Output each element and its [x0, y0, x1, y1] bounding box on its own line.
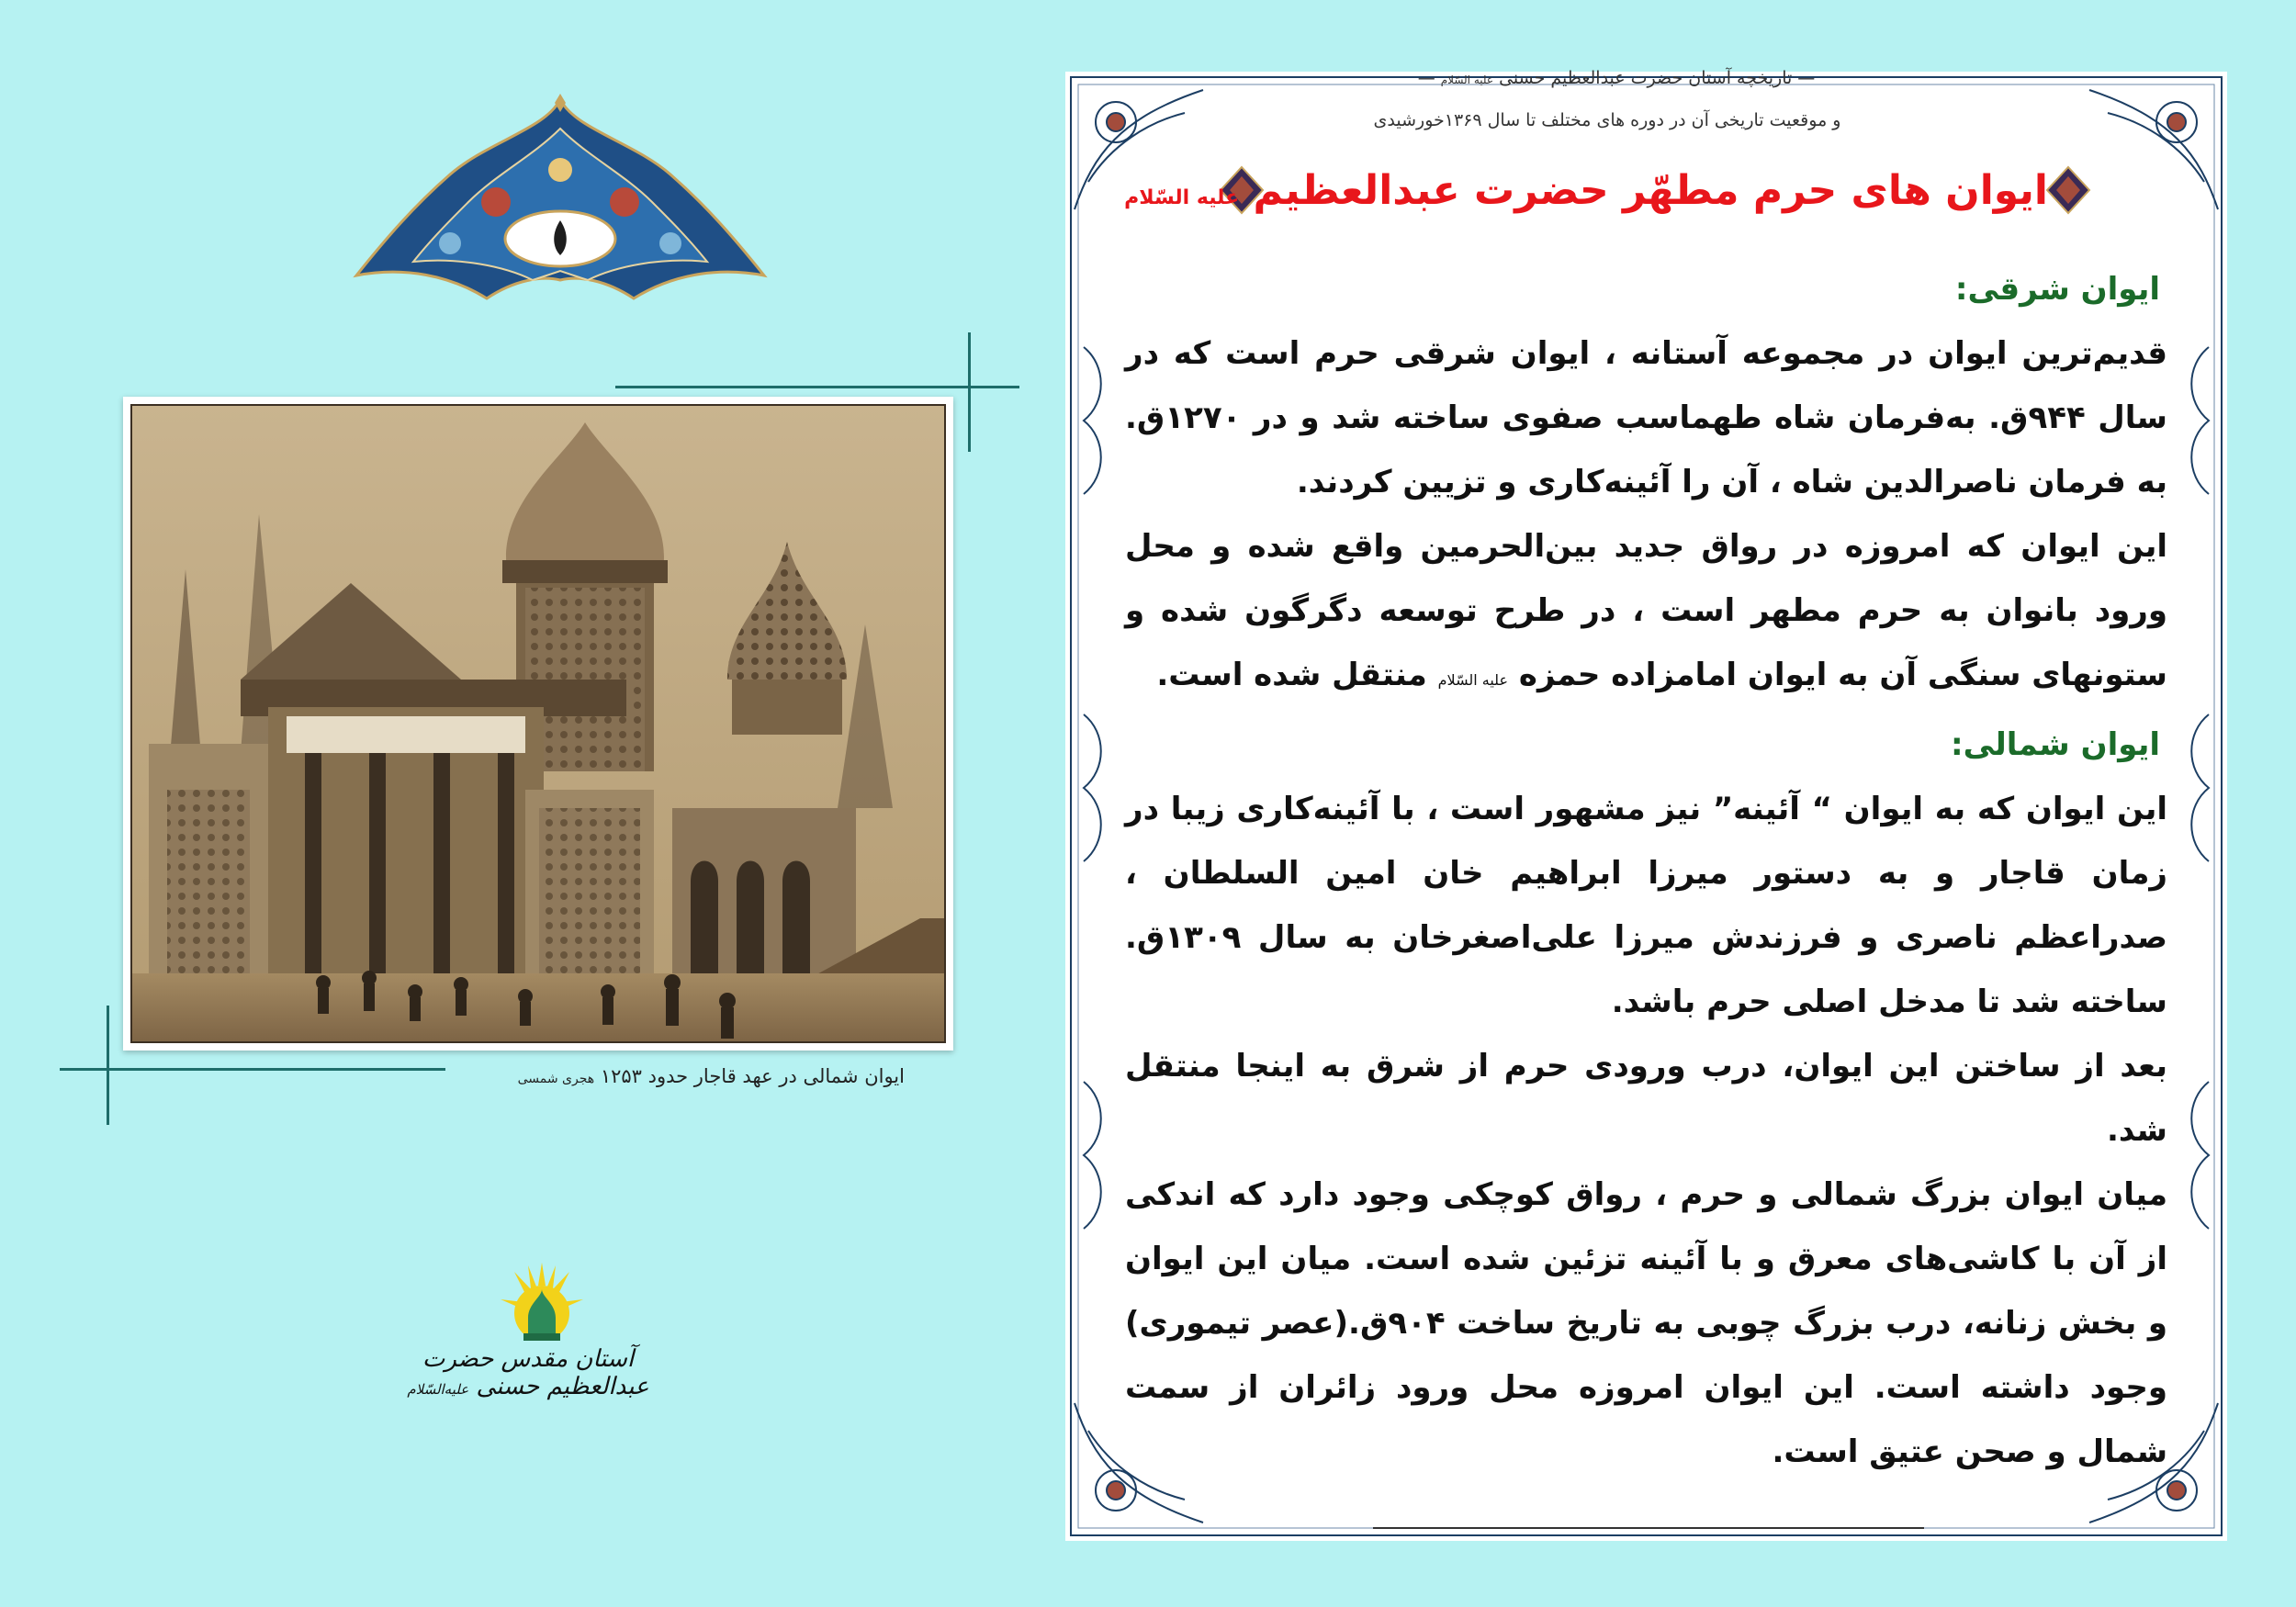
north-iwan-heading: ایوان شمالی: — [1950, 726, 2160, 763]
logo-text-honorific: علیه‌السّلام — [407, 1381, 469, 1398]
north-iwan-paragraph-1: این ایوان که به ایوان “ آئینه” نیز مشهور است ، با آئینه‌کاری زیبا در زمان قاجار و به دستور میرزا ابراهیم خان امین السلطان ، صدراعظم ناصری و فرزندش میرزا علی‌اصغرخان به سال ۱۳۰۹ق. ساخته شد تا مدخل اصلی حرم باشد. — [1125, 791, 2167, 1020]
photo-caption — [432, 1065, 905, 1087]
east-iwan-paragraph-2-a: این ایوان که امروزه در رواق جدید بین‌الحرمین واقع شده و محل ورود بانوان به حرم مطهر است ، در طرح توسعه دگرگون شده و ستونهای سنگی آن به ایوان امامزاده حمزه — [1125, 528, 2167, 693]
header-subtitle: — تاریخچه آستان حضرت عبدالعظیم حسنی علیه السّلام — — [1417, 68, 1816, 88]
header-line1-main: تاریخچه آستان حضرت عبدالعظیم حسنی — [1499, 68, 1793, 88]
shrine-logo-icon — [496, 1258, 588, 1350]
accent-line-top — [615, 386, 1019, 388]
accent-line-bottom — [60, 1068, 445, 1071]
photo-caption-main: ایوان شمالی در عهد قاجار حدود ۱۲۵۳ — [600, 1065, 905, 1087]
east-iwan-paragraph-2-b: منتقل شده است. — [1156, 657, 1427, 693]
page-title — [1124, 167, 2048, 214]
historic-shrine-photo — [130, 404, 946, 1043]
north-iwan-paragraph-2: بعد از ساختن این ایوان، درب ورودی حرم از شرق به اینجا منتقل شد. — [1125, 1048, 2167, 1149]
east-iwan-heading: ایوان شرقی: — [1954, 271, 2160, 308]
header-subtitle-2: و موقعیت تاریخی آن در دوره های مختلف تا سال ۱۳۶۹خورشیدی — [1373, 110, 1841, 130]
historic-photo-frame — [123, 397, 953, 1051]
photo-caption-small: هجری شمسی — [517, 1072, 595, 1086]
header-line1-honorific: علیه السّلام — [1440, 73, 1494, 86]
page-title-honorific: علیه السّلام — [1124, 186, 1240, 209]
east-iwan-honorific: علیه السّلام — [1437, 671, 1509, 689]
north-iwan-paragraph-3: میان ایوان بزرگ شمالی و حرم ، رواق کوچکی وجود دارد که اندکی از آن با کاشی‌های معرق و با آئینه تزئین شده است. میان این ایوان و بخش زنانه، درب بزرگ چوبی به تاریخ ساخت ۹۰۴ق.(عصر تیموری) وجود داشته است. این ایوان امروزه محل ورود زائران از سمت شمال و صحن عتیق است. — [1125, 1176, 2167, 1470]
decorative-ornament — [349, 92, 771, 303]
article-body — [1125, 257, 2167, 1484]
accent-line-left-vertical — [107, 1006, 109, 1125]
page-title-main: ایوان های حرم مطهّر حضرت عبدالعظیم — [1253, 167, 2048, 214]
logo-text-main: آستان مقدس حضرت عبدالعظیم حسنی — [422, 1345, 649, 1400]
shrine-logo-text — [386, 1345, 670, 1400]
title-ornament-right-icon — [2043, 165, 2093, 215]
east-iwan-paragraph-2 — [1125, 514, 2167, 713]
east-iwan-paragraph-1: قدیم‌ترین ایوان در مجموعه آستانه ، ایوان شرقی حرم است که در سال ۹۴۴ق. به‌فرمان شاه طهماسب صفوی ساخته شد و در ۱۲۷۰ق. به فرمان ناصرالدین شاه ، آن را آئینه‌کاری و تزیین کردند. — [1125, 335, 2167, 500]
bottom-divider — [1373, 1527, 1924, 1529]
accent-line-right-vertical — [968, 332, 971, 452]
